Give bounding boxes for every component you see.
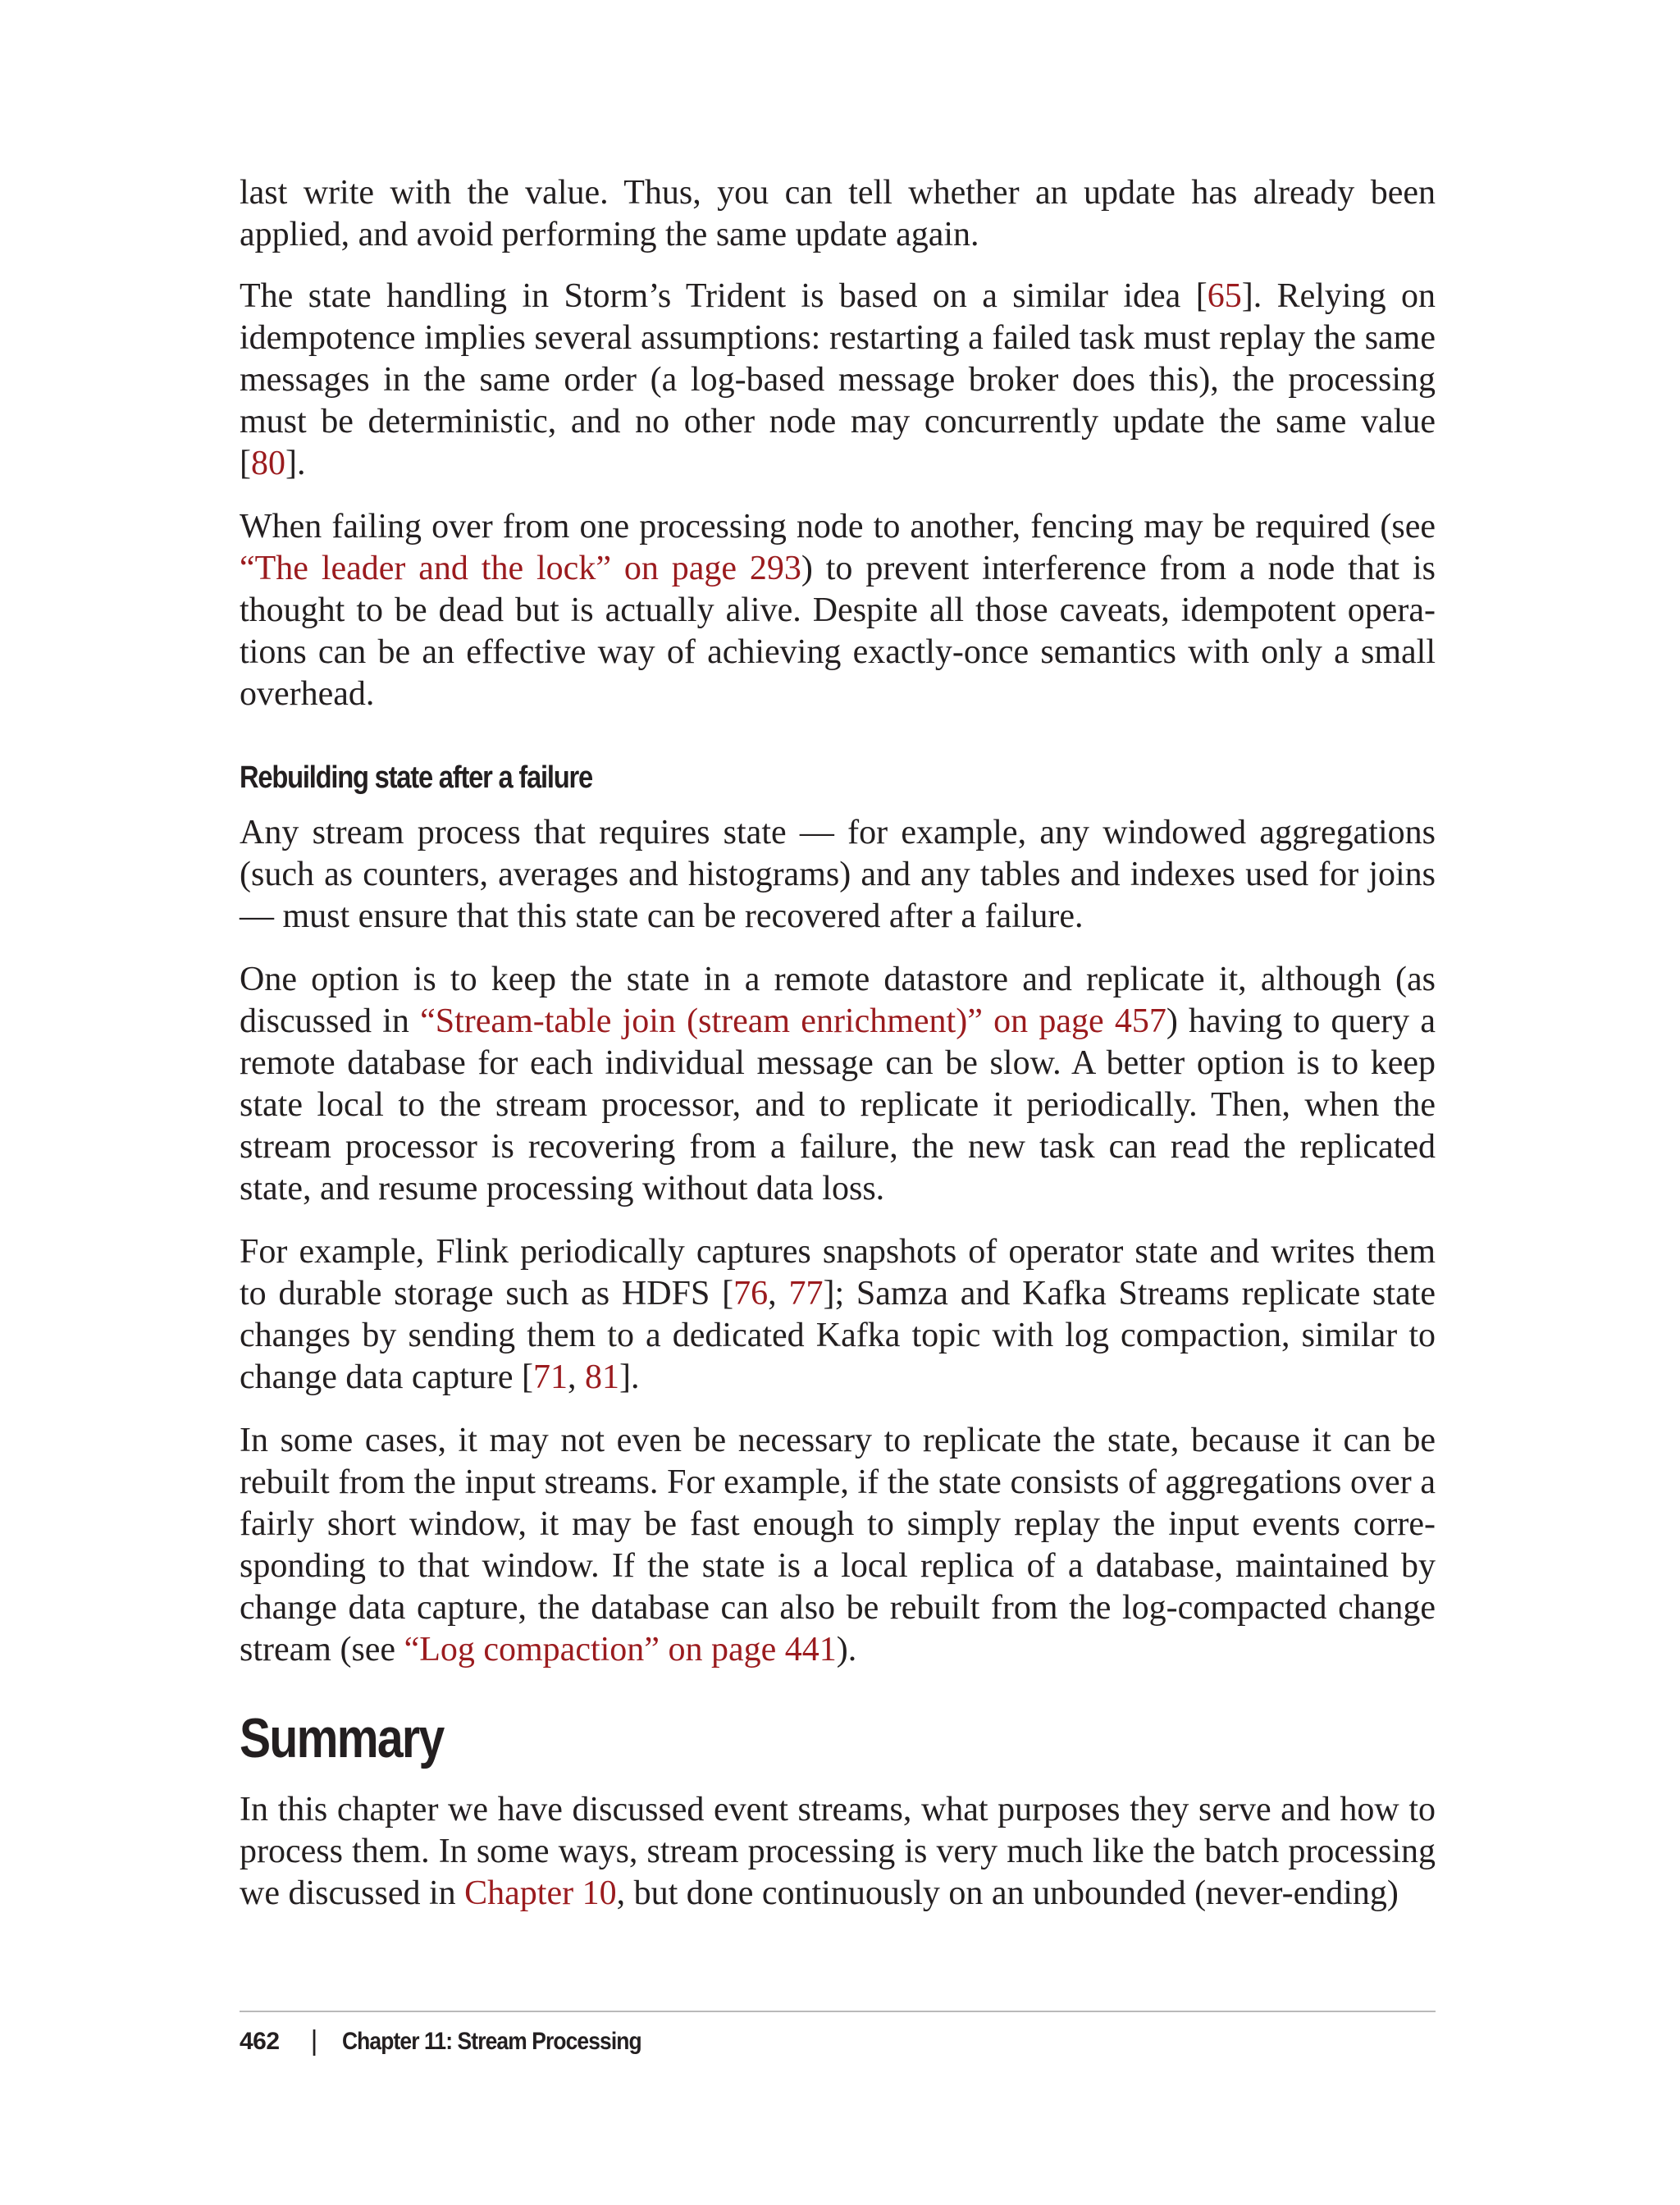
paragraph-state-recovery: Any stream process that requires state — for example, any windowed aggregations (such as counters, averages and histograms) and any tables and indexes used for joins — must ensure that this state can be recovered after a failure. (240, 814, 1436, 935)
paragraph-flink-snapshots (240, 1231, 1436, 1399)
text: ). (836, 1631, 857, 1669)
text: , but done continuously on an unbounded (never-ending) (616, 1874, 1399, 1912)
text: , (567, 1358, 585, 1396)
paragraph-summary (240, 1789, 1436, 1915)
running-chapter-title: Chapter 11: Stream Processing (342, 2027, 642, 2055)
paragraph-idempotence-end: last write with the value. Thus, you can tell whether an update has already been applied, and avoid performing the same update again. (240, 174, 1436, 253)
section-heading: Rebuilding state after a failure (240, 760, 592, 795)
citation-link[interactable]: 71 (532, 1358, 568, 1396)
footer-separator: | (310, 2025, 318, 2057)
text: For example, Flink periodically captures snapshots of operator state and writes them to durable storage such as HDFS [ (240, 1233, 1436, 1312)
cross-reference-link[interactable]: “Stream-table join (stream enrichment)” on page 457 (420, 1002, 1166, 1040)
paragraph-remote-datastore (240, 959, 1436, 1210)
page-number: 462 (240, 2027, 280, 2055)
text: ) having to query a remote database for each individual message can be slow. A better option is to keep state local to the stream processor, and to replicate it periodically. Then, when the stream processor is recovering from a failure, the new task can read the replicated state, and resume processing without data loss. (240, 1002, 1436, 1208)
text: ) to prevent interference from a node that is thought to be dead but is actually alive. Despite all those caveats, idempotent operations can be an effective way of achieving exactly-once semantics with only a small overhead. (240, 550, 1436, 713)
citation-link[interactable]: 76 (733, 1275, 769, 1312)
paragraph-storm-trident (240, 276, 1436, 485)
chapter-link[interactable]: Chapter 10 (464, 1874, 617, 1912)
citation-link[interactable]: 77 (788, 1275, 824, 1312)
text: , (768, 1275, 789, 1312)
cross-reference-link[interactable]: “Log compaction” on page 441 (404, 1631, 837, 1669)
cross-reference-link[interactable]: “The leader and the lock” on page 293 (240, 550, 801, 587)
page-footer (240, 2011, 1436, 2057)
citation-link[interactable]: 81 (584, 1358, 619, 1396)
text: In this chapter we have discussed event streams, what purposes they serve and how to process them. In some ways, stream processing is very much like the batch processing we discussed in (240, 1791, 1436, 1912)
text: ]. (285, 445, 306, 482)
citation-link[interactable]: 65 (1207, 277, 1242, 315)
page-content (240, 172, 1436, 1936)
text: In some cases, it may not even be necessary to replicate the state, because it can be rebuilt from the input streams. For example, if the state consists of aggregations over a fairly short window, it may be fast enough to simply replay the input events corresponding to that window. If the state is a local replica of a database, maintained by change data capture, the database can also be rebuilt from the log-compacted change stream (see (240, 1422, 1436, 1669)
summary-heading: Summary (240, 1707, 444, 1769)
text: ]. Relying on idempotence implies several assumptions: restarting a failed task must replay the same messages in the same order (a log-based message broker does this), the processing must be deterministic, and no other node may concurrently update the same value [ (240, 277, 1436, 482)
text: ]. (619, 1358, 640, 1396)
text: ]; Samza and Kafka Streams replicate state changes by sending them to a dedicated Kafka topic with log compaction, similar to change data capture [ (240, 1275, 1436, 1396)
paragraph-rebuild-from-input (240, 1420, 1436, 1671)
text: One option is to keep the state in a remote datastore and replicate it, although (as discussed in (240, 961, 1436, 1040)
paragraph-fencing (240, 506, 1436, 715)
citation-link[interactable]: 80 (251, 445, 285, 482)
text: When failing over from one processing node to another, fencing may be required (see (240, 508, 1436, 546)
text: The state handling in Storm’s Trident is based on a similar idea [ (240, 277, 1208, 315)
